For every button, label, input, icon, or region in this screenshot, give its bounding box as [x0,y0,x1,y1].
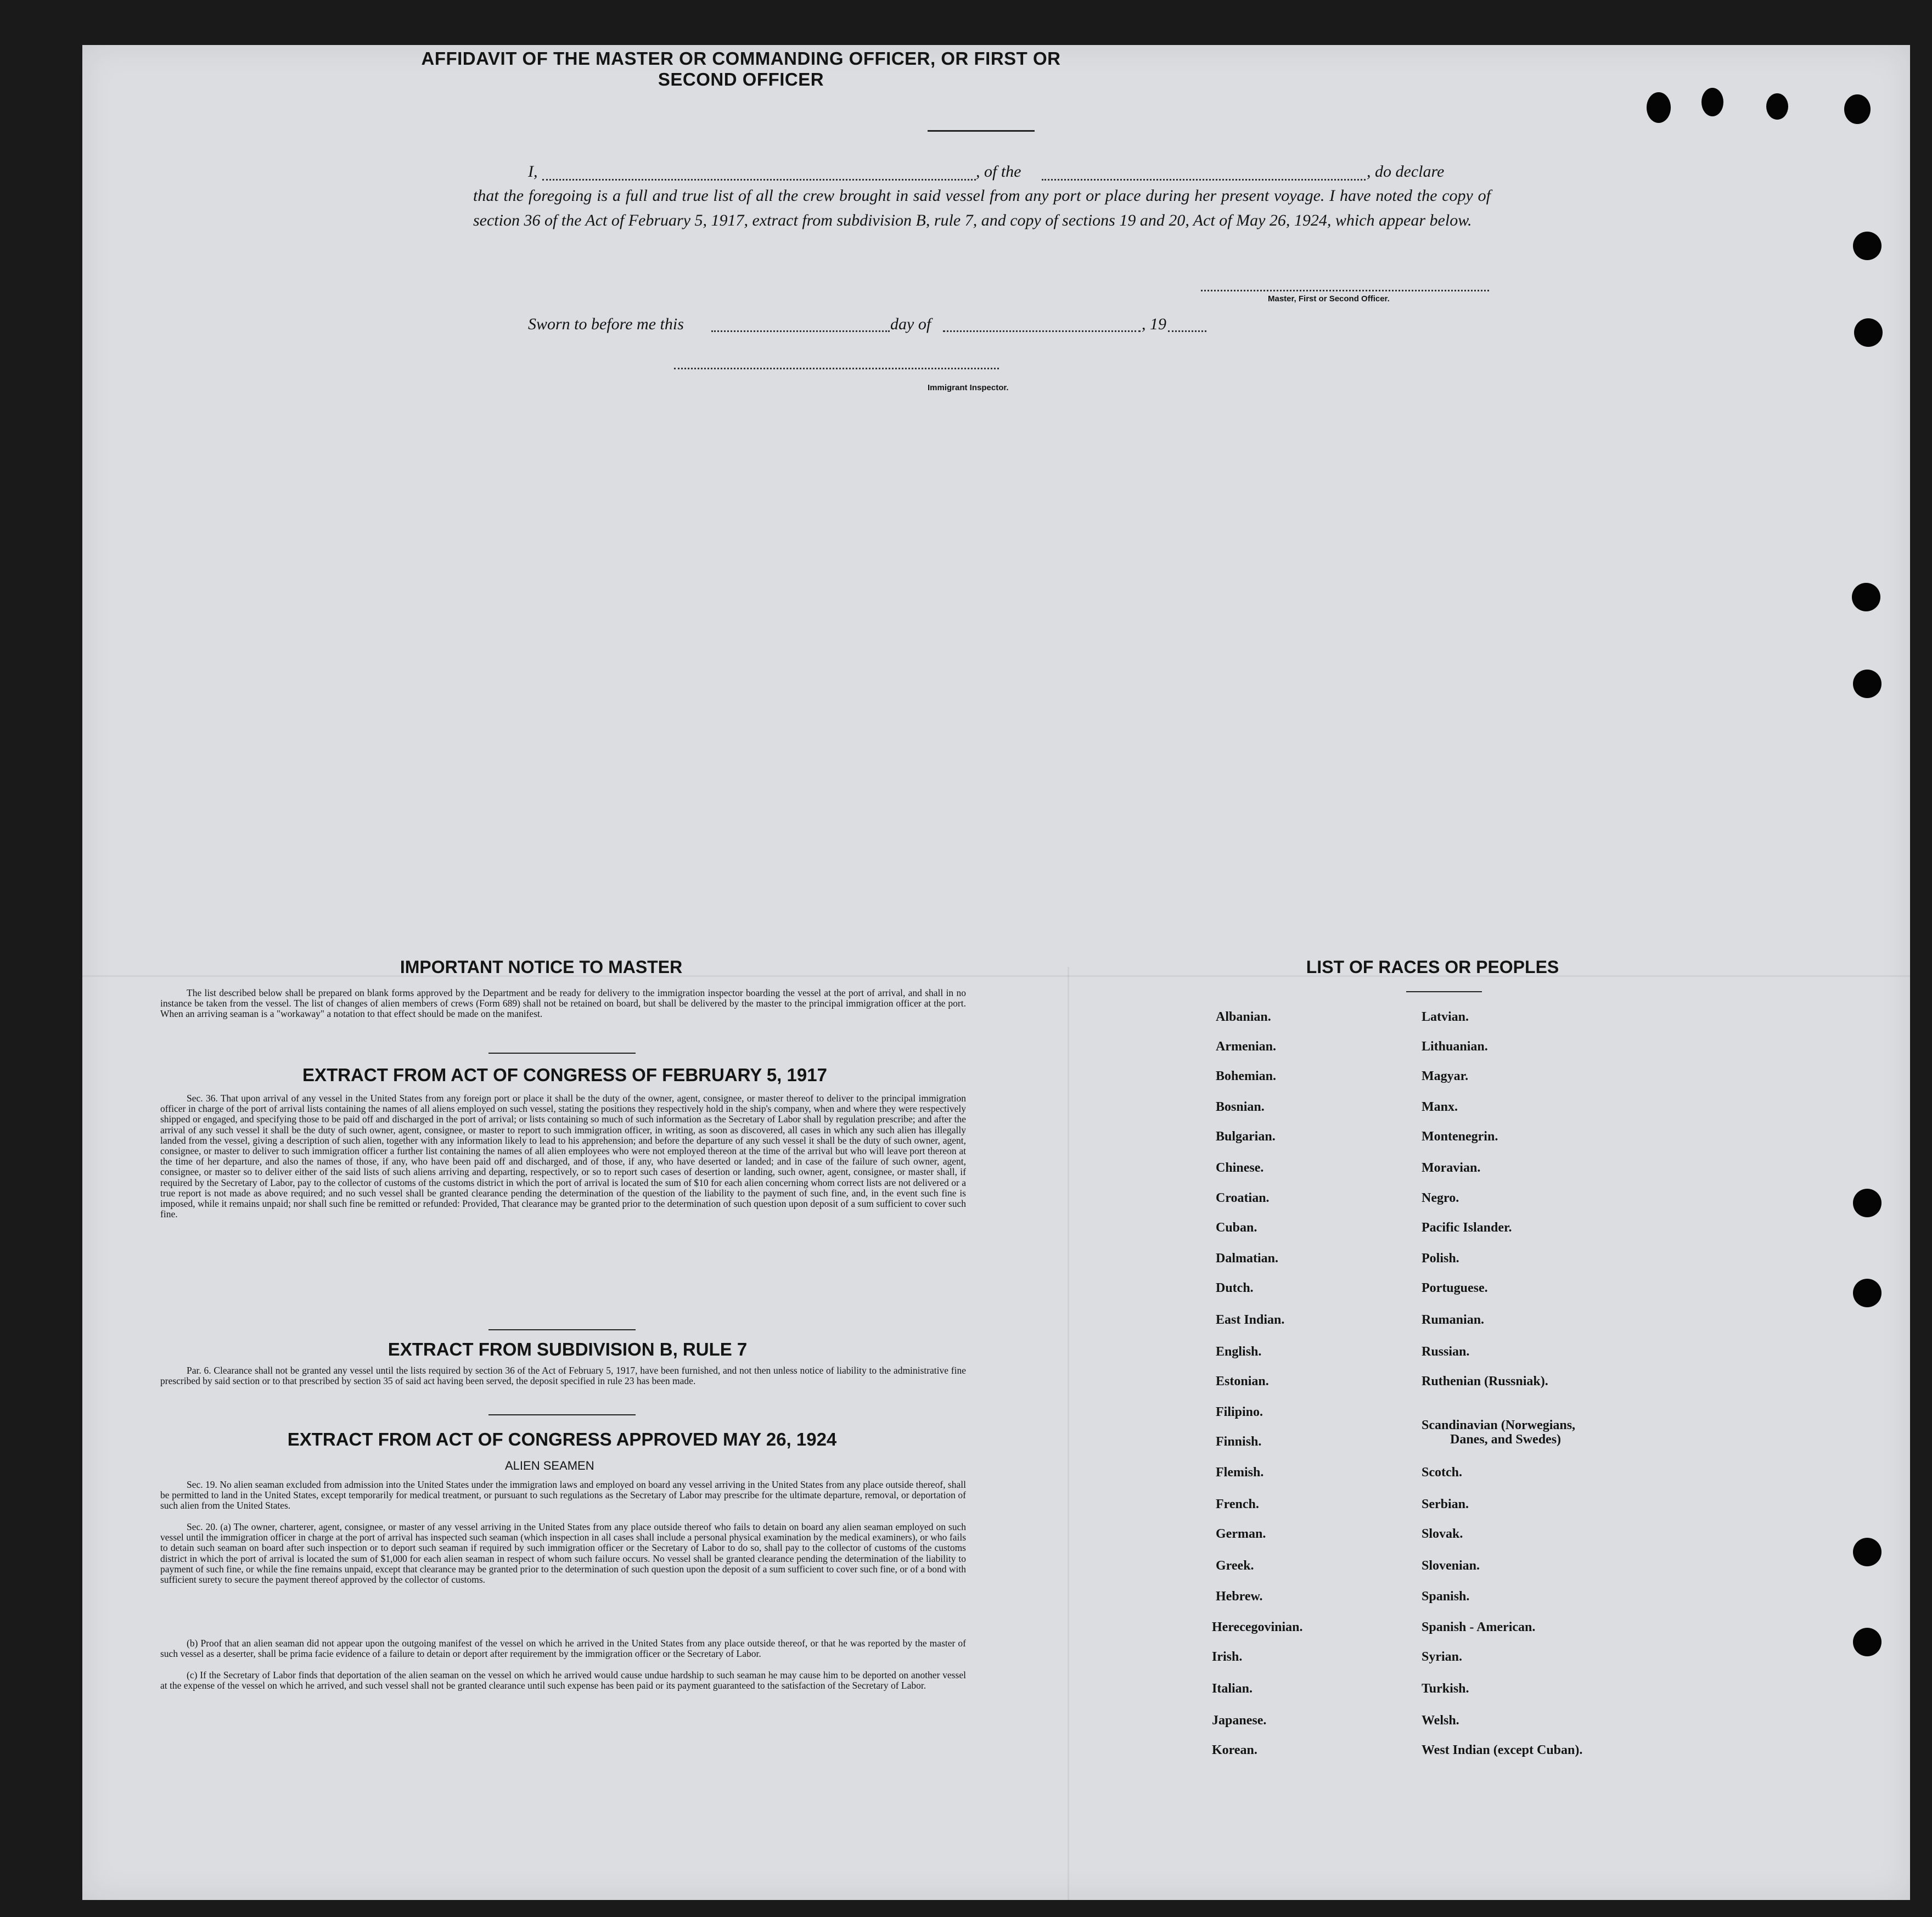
punch-hole [1854,318,1883,347]
notice-body: The list described below shall be prepared on blank forms approved by the Department and be ready for delivery to the immigration inspector boarding the vessel at the port of arrival, and shall in no instance be taken from the vessel. The list of changes of alien members of crews (Form 689) shall not be retained on board, but shall be delivered by the master to the principal immigration officer at the port. When an arriving seaman is a "workaway" a notation to that effect should be made on the manifest. [160,987,966,1020]
month-field[interactable] [943,330,1141,332]
race-item: English. [1216,1345,1262,1359]
race-item: French. [1216,1497,1259,1511]
punch-hole [1853,1538,1882,1566]
punch-hole [1766,93,1788,120]
race-item: Herecegovinian. [1212,1620,1303,1634]
race-item: East Indian. [1216,1313,1285,1327]
races-rule [1406,991,1482,992]
race-item: Slovenian. [1422,1559,1480,1573]
race-item: Bohemian. [1216,1069,1277,1083]
extract-1917-body: Sec. 36. That upon arrival of any vessel in the United States from any foreign port or place it shall be the duty of the owner, agent, consignee, or master thereof to deliver to the principal immigration officer in charge of the port of arrival lists containing the names of all aliens employed on such vessel, stating the positions they respectively hold in the ship's company, when and where they were respectively shipped or engaged, and specifying those to be paid off and discharged in the port of arrival; or lists containing so much of such information as the Secretary of Labor shall by regulation prescribe; and after the arrival of any such vessel it shall be the duty of such owner, agent, consignee, or master to report to such immigration officer, in writing, as soon as discovered, all cases in which any such alien has illegally landed from the vessel, giving a description of such alien, together with any information likely to lead to his apprehension; and before the departure of any such vessel it shall be the duty of such owner, agent, consignee, or master to deliver to such immigration officer a further list containing the names of all alien employees who were not employed thereon at the time of the arrival but who will leave port thereon at the time of her departure, and also the names of those, if any, who have been paid off and discharged, and of those, if any, who have deserted or landed; and in case of the failure of such owner, agent, consignee, or master so to deliver either of the said lists of such aliens arriving and departing, respectively, or so to report such cases of desertion or landing, such owner, agent, consignee, or master shall, if required by the Secretary of Labor, pay to the collector of customs of the customs district in which the port of arrival is located the sum of $10 for each alien concerning whom correct lists are not delivered or a true report is not made as above required; and no such vessel shall be granted clearance pending the determination of the question of the liability to the payment of such fine, and, in the event such fine is imposed, while it remains unpaid; nor shall such fine be remitted or refunded: Provided, That clearance may be granted prior to the determination of such question upon deposit of a sum sufficient to cover such fine. [160,1093,966,1220]
vessel-field[interactable] [1042,179,1366,181]
section-rule [488,1414,636,1415]
sworn-label: Sworn to before me this [528,315,684,333]
i-label: I, [528,162,538,181]
race-item: Lithuanian. [1422,1039,1488,1054]
notice-title: IMPORTANT NOTICE TO MASTER [400,957,683,977]
year-field[interactable] [1168,330,1206,332]
affidavit-body: that the foregoing is a full and true list of all the crew brought in said vessel from any port or place during her present voyage. I have noted the copy of section 36 of the Act of February 5, 1917, extract from subdivision B, rule 7, and copy of sections 19 and 20, Act of May 26, 1924, which appear below. [473,187,1491,229]
extract-1924-title: EXTRACT FROM ACT OF CONGRESS APPROVED MAY 26, 1924 [287,1429,837,1449]
race-item: Filipino. [1216,1405,1263,1419]
punch-hole [1853,1279,1882,1307]
punch-hole [1853,670,1882,698]
race-item: Irish. [1212,1650,1243,1664]
race-item: West Indian (except Cuban). [1422,1743,1583,1757]
punch-hole [1701,88,1723,116]
race-item: Turkish. [1422,1682,1469,1696]
race-item: Japanese. [1212,1713,1267,1728]
extract-1924-sec20c: (c) If the Secretary of Labor finds that deportation of the alien seaman on the vessel on which he arrived would cause undue hardship to such seaman he may cause him to be deported on another vessel at the expense of the vessel on which he arrived, and such vessel shall not be granted clearance until such expense has been paid or its payment guaranteed to the satisfaction of the Secretary of Labor. [160,1669,966,1691]
race-item: Chinese. [1216,1161,1264,1175]
race-item: Russian. [1422,1345,1470,1359]
race-item: Italian. [1212,1682,1253,1696]
race-item: Estonian. [1216,1374,1269,1388]
race-item: Negro. [1422,1191,1459,1205]
race-item: Danes, and Swedes) [1450,1432,1562,1447]
officer-signature-label: Master, First or Second Officer. [1268,294,1390,303]
race-item: Cuban. [1216,1221,1257,1235]
races-title: LIST OF RACES OR PEOPLES [1306,957,1559,977]
extract-1924-sec20a: Sec. 20. (a) The owner, charterer, agent, consignee, or master of any vessel arriving in the United States from any place outside thereof who fails to detain on board any alien seaman employed on such vessel until the immigration officer in charge at the port of arrival has inspected such seaman (which inspection in all cases shall include a personal physical examination by the medical examiners), or who fails to detain such seaman on board after such inspection or to deport such seaman if required by such immigration officer or the Secretary of Labor to do so, shall pay to the collector of customs of the customs district in which the port of arrival is located the sum of $1,000 for each alien seaman in respect of whom such failure occurs. No vessel shall be granted clearance pending the determination of the liability to payment of such fine, or while the fine remains unpaid, except that clearance may be granted prior to the determination of such question upon the deposit of a sum sufficient to cover such fine, or of a bond with sufficient surety to secure the payment thereof approved by the collector of customs. [160,1521,966,1586]
race-item: Syrian. [1422,1650,1463,1664]
race-item: Rumanian. [1422,1313,1485,1327]
race-item: Korean. [1212,1743,1257,1757]
punch-hole [1853,232,1882,260]
race-item: Pacific Islander. [1422,1221,1512,1235]
extract-1917-title: EXTRACT FROM ACT OF CONGRESS OF FEBRUARY 5, 1917 [302,1065,827,1085]
fold-line [82,975,1910,977]
race-item: German. [1216,1527,1266,1541]
race-item: Serbian. [1422,1497,1469,1511]
race-item: Dutch. [1216,1281,1254,1295]
race-item: Dalmatian. [1216,1251,1278,1266]
punch-hole [1853,1189,1882,1217]
race-item: Welsh. [1422,1713,1459,1728]
race-item: Montenegrin. [1422,1129,1498,1144]
extract-1924-sec19: Sec. 19. No alien seaman excluded from admission into the United States under the immigration laws and employed on board any vessel arriving in the United States from any place outside thereof, shall be permitted to land in the United States, except temporarily for medical treatment, or pursuant to such regulations as the Secretary of Labor may prescribe for the ultimate departure, removal, or deportation of such alien from the United States. [160,1479,966,1511]
year-prefix: , 19 [1142,315,1166,333]
race-item: Finnish. [1216,1435,1262,1449]
of-the-label: , of the [976,162,1021,181]
extract-1924-sec20b: (b) Proof that an alien seaman did not appear upon the outgoing manifest of the vessel on which he arrived in the United States from any place outside thereof, or that he was reported by the master of such vessel as a deserter, shall be prima facie evidence of a failure to detain or deport after requirement by the immigration officer or the Secretary of Labor. [160,1638,966,1660]
punch-hole [1647,92,1671,123]
race-item: Albanian. [1216,1010,1271,1024]
race-item: Bosnian. [1216,1100,1265,1114]
race-item: Manx. [1422,1100,1458,1114]
extract-rule7-title: EXTRACT FROM SUBDIVISION B, RULE 7 [387,1339,748,1359]
fold-line [1068,967,1069,1900]
race-item: Flemish. [1216,1465,1264,1480]
race-item: Moravian. [1422,1161,1481,1175]
day-of-label: day of [890,315,931,333]
race-item: Scandinavian (Norwegians, [1422,1418,1576,1432]
race-item: Scotch. [1422,1465,1462,1480]
race-item: Ruthenian (Russniak). [1422,1374,1548,1388]
extract-1924-subtitle: ALIEN SEAMEN [505,1459,594,1472]
punch-hole [1852,583,1880,611]
race-item: Armenian. [1216,1039,1276,1054]
race-item: Polish. [1422,1251,1459,1266]
race-item: Bulgarian. [1216,1129,1276,1144]
race-item: Croatian. [1216,1191,1270,1205]
form-page [82,45,1910,1900]
race-item: Spanish. [1422,1589,1470,1604]
section-rule [488,1053,636,1054]
race-item: Spanish - American. [1422,1620,1536,1634]
race-item: Portuguese. [1422,1281,1488,1295]
day-field[interactable] [711,330,890,332]
race-item: Magyar. [1422,1069,1469,1083]
inspector-signature-line[interactable] [674,368,999,369]
race-item: Hebrew. [1216,1589,1263,1604]
inspector-label: Immigrant Inspector. [928,383,1009,392]
name-field[interactable] [542,179,976,181]
punch-hole [1844,94,1871,124]
affidavit-heading: AFFIDAVIT OF THE MASTER OR COMMANDING OFFICER, OR FIRST OR SECOND OFFICER [421,48,1061,89]
race-item: Latvian. [1422,1010,1469,1024]
do-declare-label: , do declare [1367,162,1445,181]
section-rule [488,1329,636,1330]
heading-rule [928,130,1035,132]
race-item: Slovak. [1422,1527,1463,1541]
officer-signature-line[interactable] [1201,290,1489,291]
punch-hole [1853,1628,1882,1656]
race-item: Greek. [1216,1559,1254,1573]
extract-rule7-body: Par. 6. Clearance shall not be granted any vessel until the lists required by section 36 of the Act of February 5, 1917, have been furnished, and not then unless notice of liability to the administrative fine prescribed by said section or to that prescribed by section 35 of said act having been served, the deposit specified in rule 23 has been made. [160,1365,966,1387]
